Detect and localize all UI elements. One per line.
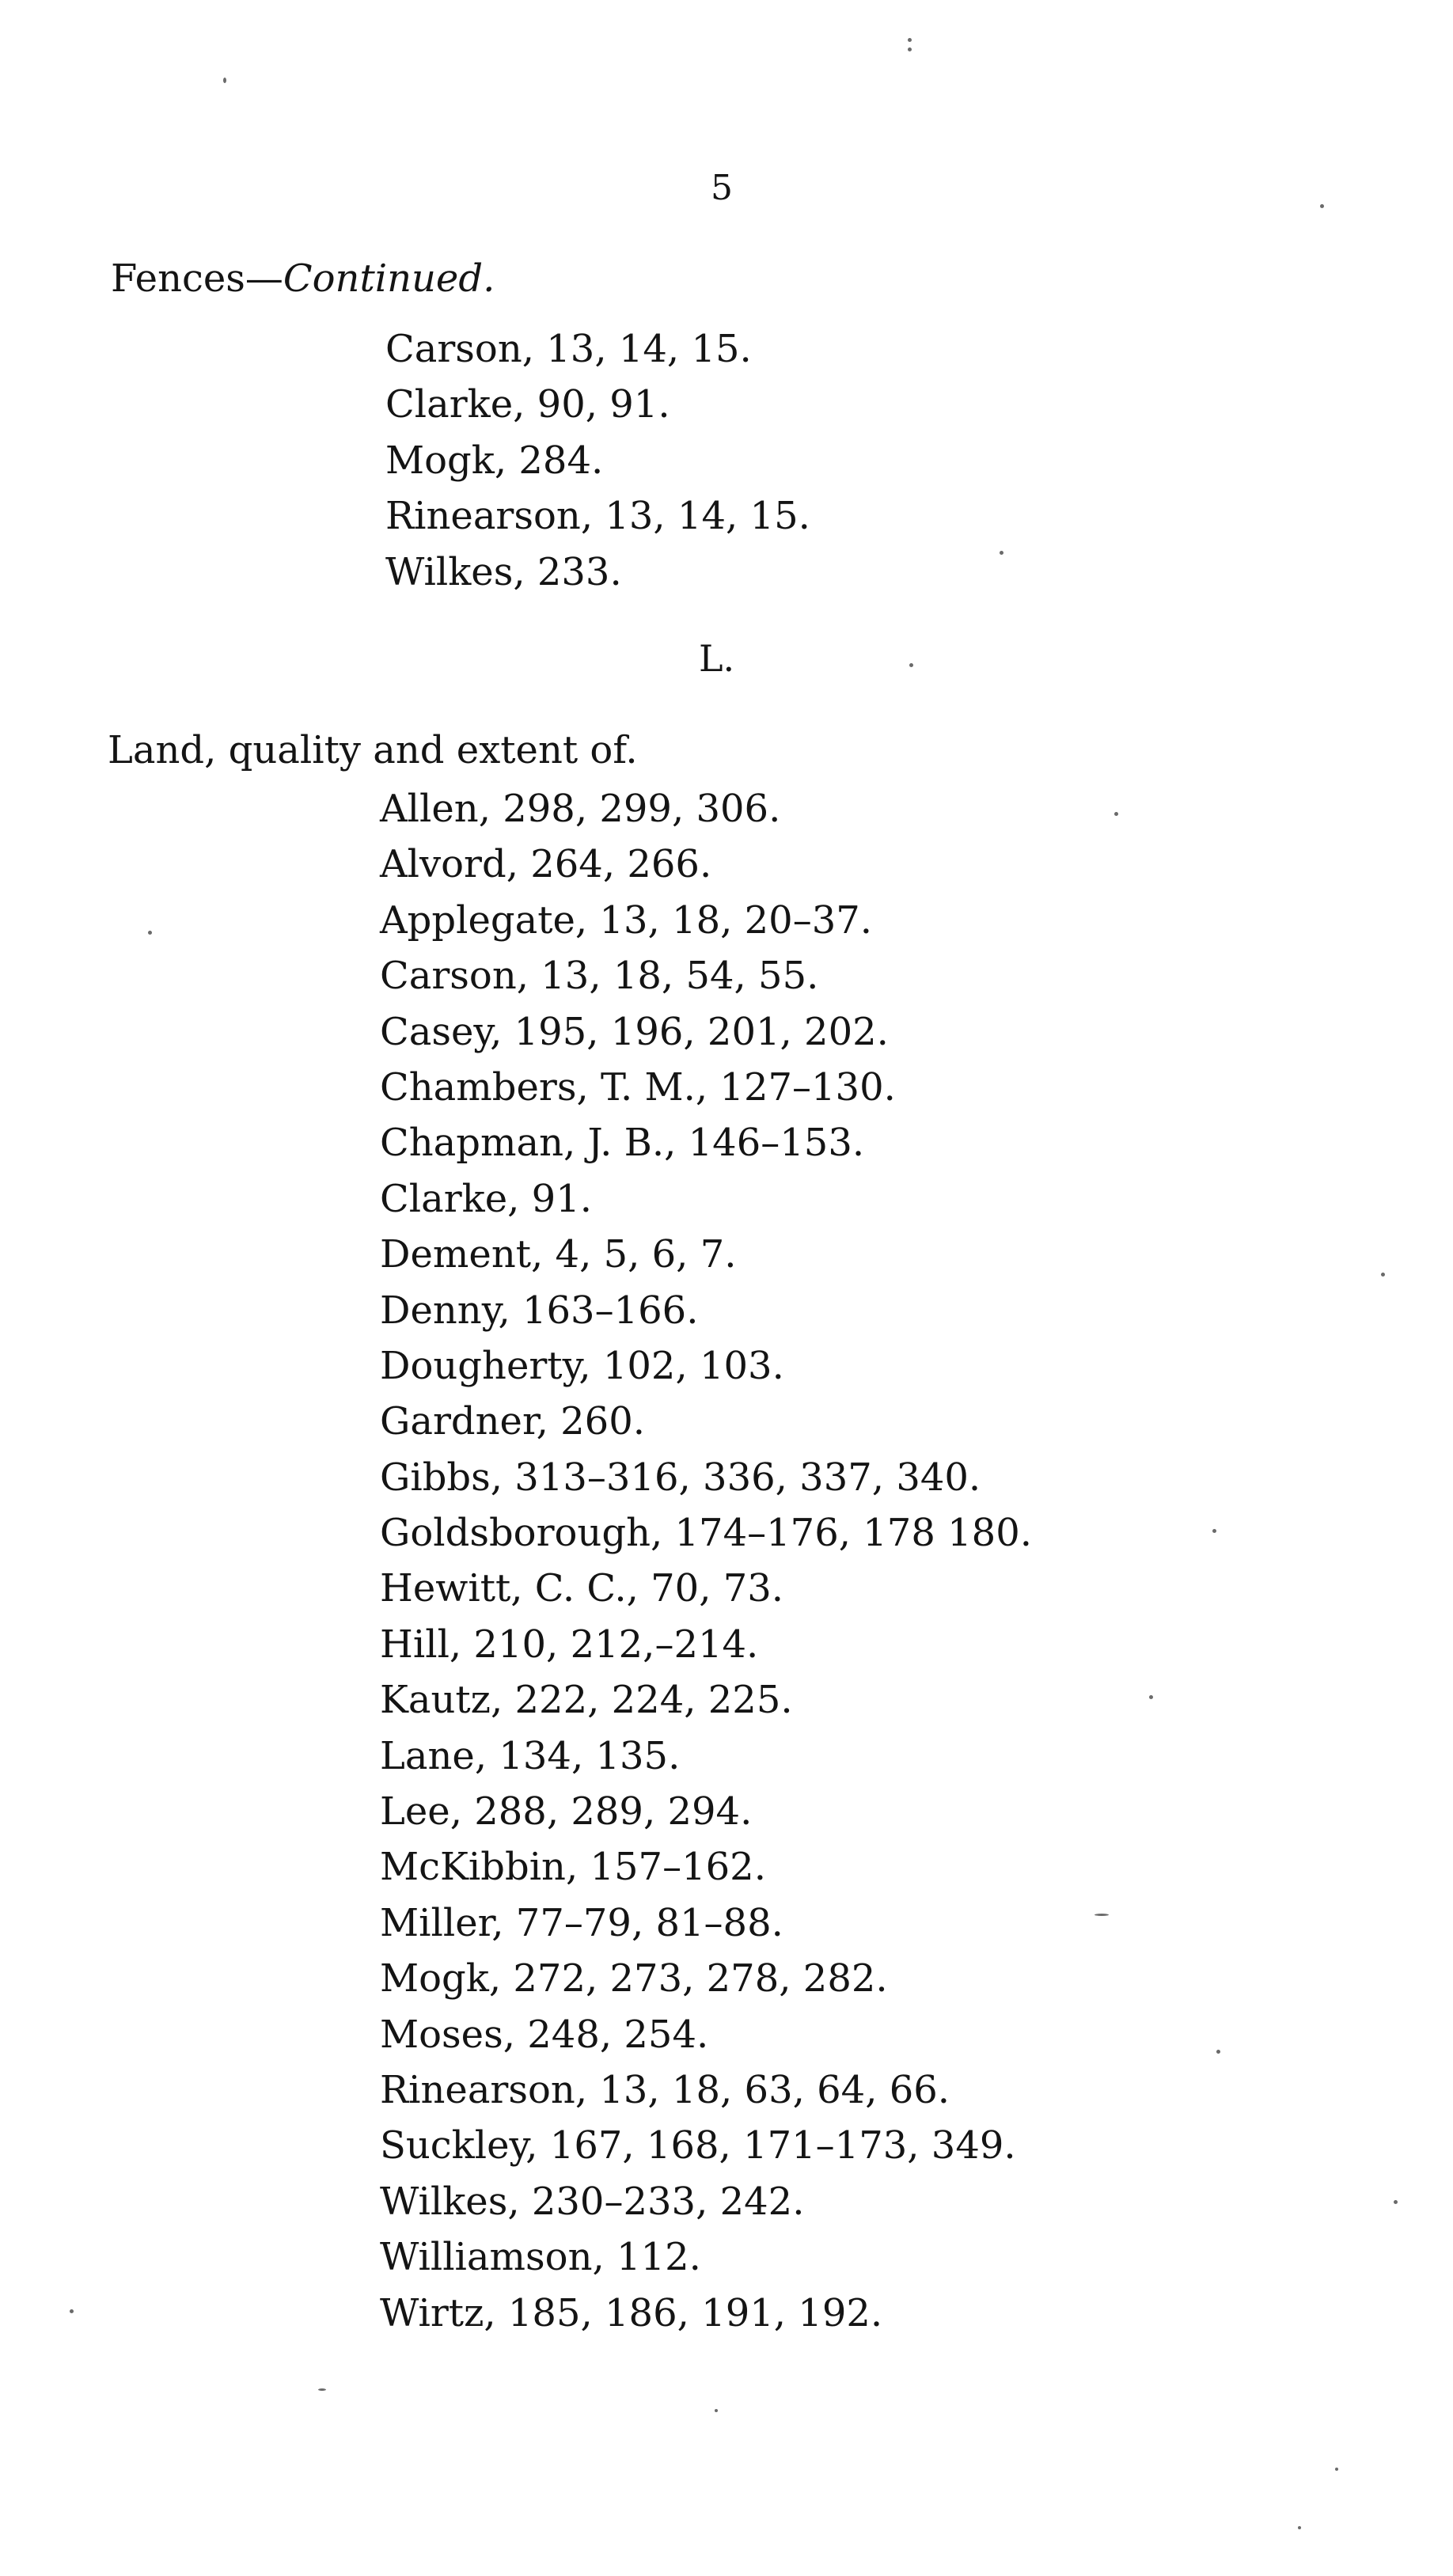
paper-speck: [1320, 204, 1324, 208]
index-entry: Wilkes, 230–233, 242.: [380, 2179, 805, 2224]
page-number: 5: [711, 168, 733, 208]
paper-speck: [908, 47, 912, 51]
index-entry: Clarke, 91.: [380, 1176, 592, 1221]
index-entry: Kautz, 222, 224, 225.: [380, 1678, 793, 1723]
index-entry: Mogk, 272, 273, 278, 282.: [380, 1956, 888, 2001]
index-entry: Hill, 210, 212,–214.: [380, 1622, 759, 1667]
index-entry: Lane, 134, 135.: [380, 1733, 681, 1778]
index-entry: Wilkes, 233.: [385, 549, 622, 594]
index-entry: Casey, 195, 196, 201, 202.: [380, 1009, 889, 1054]
paper-speck: [1381, 1273, 1385, 1277]
index-entry: Hewitt, C. C., 70, 73.: [380, 1566, 784, 1611]
paper-speck: [1000, 551, 1003, 555]
index-entry: Goldsborough, 174–176, 178 180.: [380, 1511, 1032, 1556]
land-heading: Land, quality and extent of.: [108, 728, 638, 772]
index-entry: Suckley, 167, 168, 171–173, 349.: [380, 2123, 1016, 2168]
paper-speck: [1298, 2526, 1301, 2529]
index-entry: Chapman, J. B., 146–153.: [380, 1121, 865, 1166]
index-entry: Mogk, 284.: [385, 438, 604, 483]
index-entry: Moses, 248, 254.: [380, 2012, 709, 2057]
index-entry: Chambers, T. M., 127–130.: [380, 1064, 896, 1110]
paper-speck: [1094, 1914, 1109, 1916]
index-entry: Rinearson, 13, 18, 63, 64, 66.: [380, 2067, 950, 2112]
index-entry: Applegate, 13, 18, 20–37.: [380, 897, 873, 943]
index-entry: Lee, 288, 289, 294.: [380, 1789, 753, 1834]
paper-speck: [223, 78, 226, 83]
index-entry: Allen, 298, 299, 306.: [380, 787, 781, 831]
index-entry: Alvord, 264, 266.: [380, 842, 712, 887]
paper-speck: [1212, 1529, 1216, 1533]
index-entry: Carson, 13, 18, 54, 55.: [380, 954, 819, 999]
section-letter: L.: [699, 637, 735, 680]
paper-speck: [715, 2409, 718, 2412]
index-entry: Clarke, 90, 91.: [385, 382, 670, 427]
index-entry: Gardner, 260.: [380, 1399, 646, 1444]
paper-speck: [1335, 2468, 1338, 2471]
paper-speck: [1114, 812, 1118, 816]
fences-entry-list: [385, 321, 810, 600]
paper-speck: [318, 2388, 326, 2391]
index-entry: Wirtz, 185, 186, 191, 192.: [380, 2290, 883, 2335]
index-entry: Dougherty, 102, 103.: [380, 1343, 784, 1388]
index-entry: Rinearson, 13, 14, 15.: [385, 494, 810, 539]
index-entry: Williamson, 112.: [380, 2235, 701, 2280]
index-entry: Dement, 4, 5, 6, 7.: [380, 1232, 737, 1277]
index-entry: Denny, 163–166.: [380, 1288, 699, 1333]
index-entry: Carson, 13, 14, 15.: [385, 327, 752, 371]
paper-speck: [909, 663, 913, 667]
continued-label: Continued.: [283, 256, 495, 301]
fences-heading: [111, 255, 495, 302]
index-entry: Gibbs, 313–316, 336, 337, 340.: [380, 1455, 981, 1500]
paper-speck: [908, 38, 912, 42]
paper-speck: [1149, 1695, 1153, 1699]
index-entry: Miller, 77–79, 81–88.: [380, 1900, 783, 1945]
fences-heading-label: Fences—: [111, 256, 283, 301]
paper-speck: [148, 931, 152, 935]
paper-speck: [70, 2309, 74, 2313]
paper-speck: [1216, 2050, 1220, 2054]
land-entry-list: [380, 781, 1032, 2341]
index-entry: McKibbin, 157–162.: [380, 1845, 766, 1890]
paper-speck: [1394, 2200, 1398, 2204]
